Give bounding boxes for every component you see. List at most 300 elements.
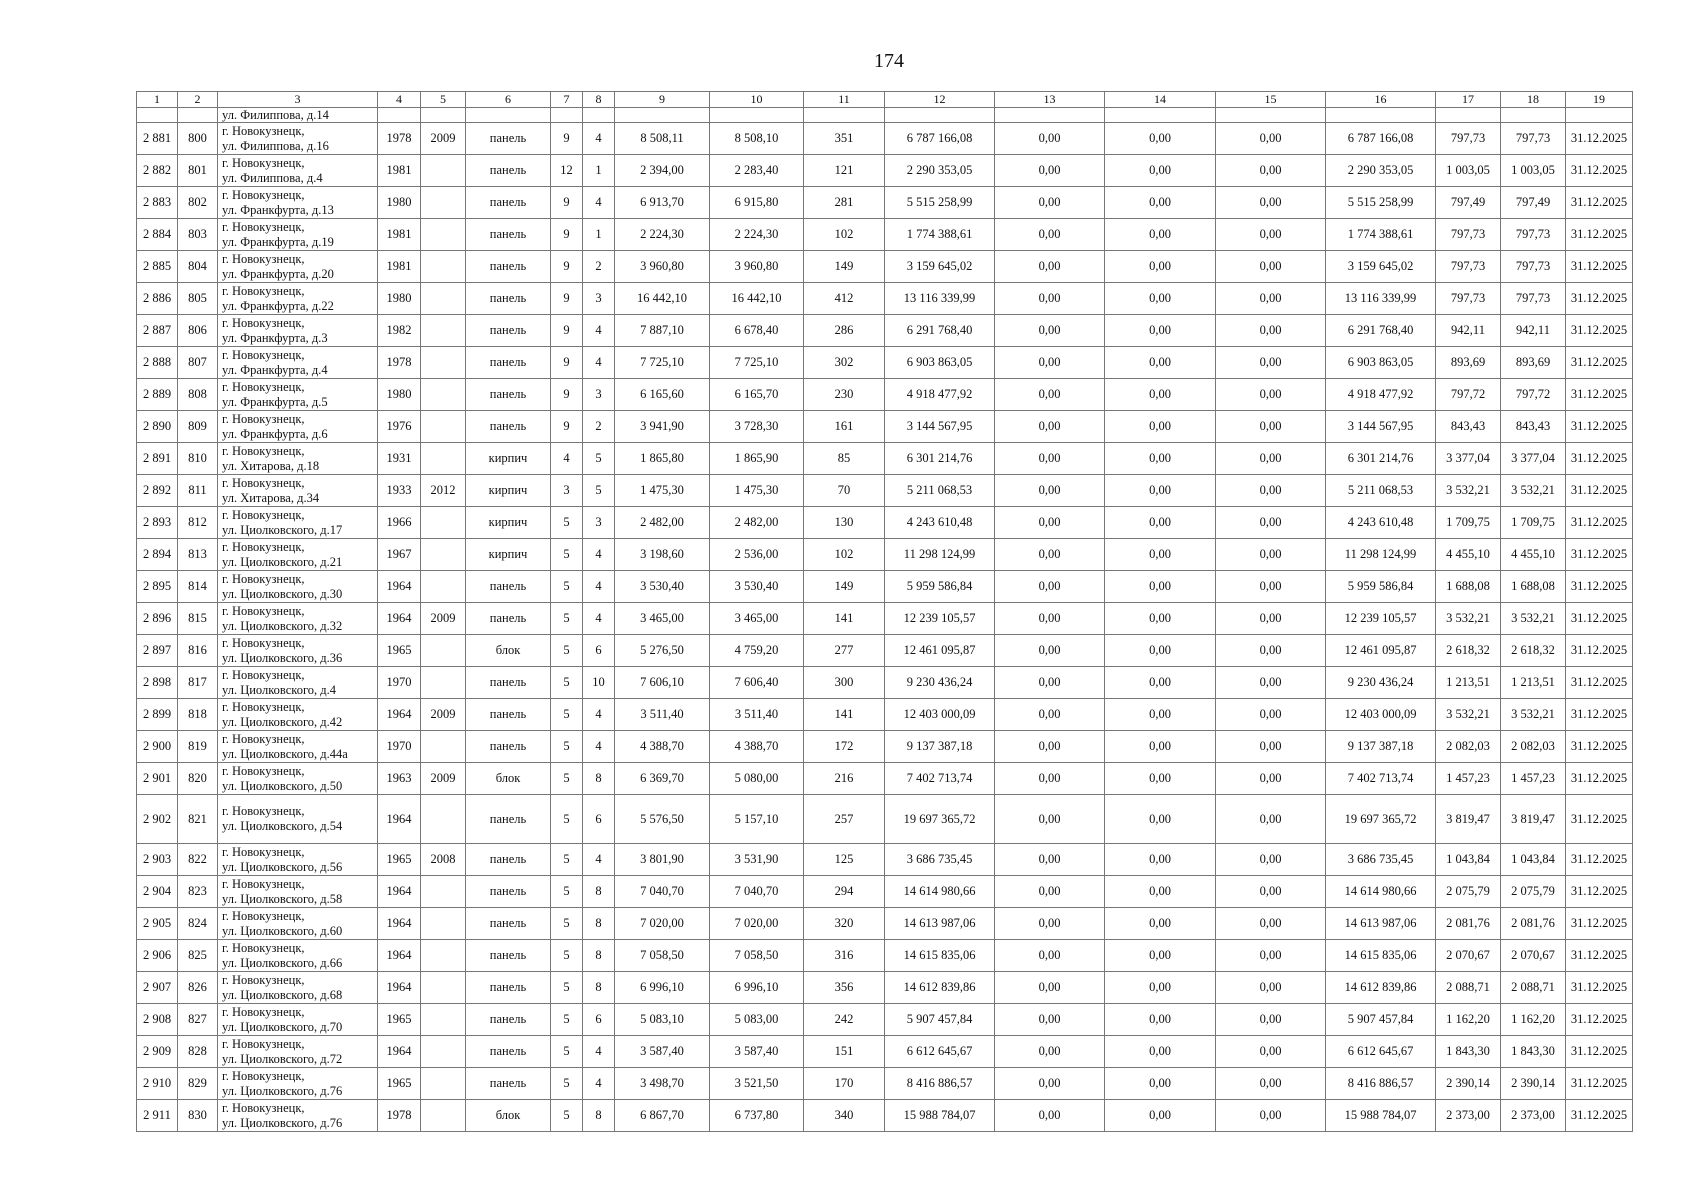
unit-cost-cell: 1 043,84 xyxy=(1436,844,1501,876)
residents-cell: 320 xyxy=(804,908,885,940)
floors-cell: 9 xyxy=(551,379,583,411)
amount-cell: 0,00 xyxy=(1105,635,1216,667)
amount-cell: 0,00 xyxy=(1216,1036,1326,1068)
table-row xyxy=(137,411,1633,443)
total-cost-cell: 12 239 105,57 xyxy=(1326,603,1436,635)
wall-material-cell: панель xyxy=(466,123,551,155)
wall-material-cell: панель xyxy=(466,940,551,972)
living-area-cell: 3 531,90 xyxy=(710,844,804,876)
cost-cell: 4 243 610,48 xyxy=(885,507,995,539)
total-cost-cell: 13 116 339,99 xyxy=(1326,283,1436,315)
max-unit-cost-cell: 797,49 xyxy=(1501,187,1566,219)
max-unit-cost-cell: 3 532,21 xyxy=(1501,475,1566,507)
amount-cell: 0,00 xyxy=(1216,972,1326,1004)
floors-cell: 5 xyxy=(551,1036,583,1068)
object-id-cell: 826 xyxy=(178,972,218,1004)
total-cost-cell: 8 416 886,57 xyxy=(1326,1068,1436,1100)
unit-cost-cell: 3 377,04 xyxy=(1436,443,1501,475)
object-id-cell: 816 xyxy=(178,635,218,667)
living-area-cell: 3 530,40 xyxy=(710,571,804,603)
amount-cell: 0,00 xyxy=(1216,908,1326,940)
amount-cell: 0,00 xyxy=(1216,347,1326,379)
address-city: г. Новокузнецк, xyxy=(222,876,305,891)
completion-date-cell: 31.12.2025 xyxy=(1566,219,1633,251)
total-area-cell: 7 725,10 xyxy=(615,347,710,379)
overhaul-year-cell xyxy=(421,347,466,379)
total-cost-cell: 6 291 768,40 xyxy=(1326,315,1436,347)
entrances-cell: 4 xyxy=(583,571,615,603)
address-city: г. Новокузнецк, xyxy=(222,731,305,746)
address-cell xyxy=(218,571,378,603)
build-year-cell: 1963 xyxy=(378,763,421,795)
max-unit-cost-cell: 1 003,05 xyxy=(1501,155,1566,187)
row-number-cell: 2 886 xyxy=(137,283,178,315)
floors-cell: 9 xyxy=(551,187,583,219)
column-header: 15 xyxy=(1216,92,1326,108)
living-area-cell: 3 960,80 xyxy=(710,251,804,283)
build-year-cell: 1964 xyxy=(378,940,421,972)
object-id-cell: 808 xyxy=(178,379,218,411)
living-area-cell: 2 536,00 xyxy=(710,539,804,571)
floors-cell: 3 xyxy=(551,475,583,507)
object-id-cell: 814 xyxy=(178,571,218,603)
table-row xyxy=(137,1100,1633,1132)
address-cell xyxy=(218,507,378,539)
address-cell xyxy=(218,972,378,1004)
address-city: г. Новокузнецк, xyxy=(222,411,305,426)
cost-cell: 13 116 339,99 xyxy=(885,283,995,315)
row-number-cell: 2 909 xyxy=(137,1036,178,1068)
table-row xyxy=(137,283,1633,315)
table-row xyxy=(137,667,1633,699)
residents-cell: 121 xyxy=(804,155,885,187)
wall-material-cell: панель xyxy=(466,411,551,443)
amount-cell: 0,00 xyxy=(995,539,1105,571)
max-unit-cost-cell: 2 075,79 xyxy=(1501,876,1566,908)
entrances-cell: 4 xyxy=(583,1068,615,1100)
unit-cost-cell: 2 082,03 xyxy=(1436,731,1501,763)
overhaul-year-cell: 2012 xyxy=(421,475,466,507)
wall-material-cell: блок xyxy=(466,1100,551,1132)
floors-cell: 5 xyxy=(551,699,583,731)
wall-material-cell: панель xyxy=(466,379,551,411)
unit-cost-cell: 1 709,75 xyxy=(1436,507,1501,539)
residents-cell: 130 xyxy=(804,507,885,539)
build-year-cell: 1964 xyxy=(378,908,421,940)
total-area-cell: 6 867,70 xyxy=(615,1100,710,1132)
max-unit-cost-cell: 3 532,21 xyxy=(1501,699,1566,731)
address-cell xyxy=(218,347,378,379)
entrances-cell: 6 xyxy=(583,795,615,844)
address-street: ул. Циолковского, д.30 xyxy=(222,586,343,601)
table-row xyxy=(137,187,1633,219)
total-area-cell: 3 498,70 xyxy=(615,1068,710,1100)
floors-cell: 5 xyxy=(551,507,583,539)
amount-cell: 0,00 xyxy=(995,699,1105,731)
entrances-cell: 2 xyxy=(583,251,615,283)
total-cost-cell: 4 243 610,48 xyxy=(1326,507,1436,539)
total-cost-cell: 3 686 735,45 xyxy=(1326,844,1436,876)
address-street: ул. Циолковского, д.4 xyxy=(222,682,337,697)
wall-material-cell: кирпич xyxy=(466,475,551,507)
amount-cell: 0,00 xyxy=(1216,315,1326,347)
object-id-cell: 827 xyxy=(178,1004,218,1036)
max-unit-cost-cell: 3 819,47 xyxy=(1501,795,1566,844)
column-header: 19 xyxy=(1566,92,1633,108)
residents-cell: 149 xyxy=(804,251,885,283)
amount-cell: 0,00 xyxy=(995,315,1105,347)
floors-cell: 9 xyxy=(551,411,583,443)
cost-cell: 1 774 388,61 xyxy=(885,219,995,251)
overhaul-year-cell xyxy=(421,187,466,219)
table-row xyxy=(137,908,1633,940)
living-area-cell: 2 224,30 xyxy=(710,219,804,251)
completion-date-cell: 31.12.2025 xyxy=(1566,795,1633,844)
row-number-cell: 2 891 xyxy=(137,443,178,475)
row-number-cell: 2 889 xyxy=(137,379,178,411)
build-year-cell: 1964 xyxy=(378,603,421,635)
row-number-cell: 2 899 xyxy=(137,699,178,731)
amount-cell: 0,00 xyxy=(995,123,1105,155)
overhaul-year-cell xyxy=(421,940,466,972)
row-number-cell: 2 893 xyxy=(137,507,178,539)
build-year-cell: 1970 xyxy=(378,731,421,763)
residents-cell: 125 xyxy=(804,844,885,876)
table-row xyxy=(137,507,1633,539)
total-cost-cell: 15 988 784,07 xyxy=(1326,1100,1436,1132)
amount-cell: 0,00 xyxy=(1216,475,1326,507)
floors-cell: 9 xyxy=(551,123,583,155)
max-unit-cost-cell: 1 843,30 xyxy=(1501,1036,1566,1068)
unit-cost-cell: 1 688,08 xyxy=(1436,571,1501,603)
overhaul-year-cell: 2009 xyxy=(421,123,466,155)
object-id-cell: 818 xyxy=(178,699,218,731)
residents-cell: 141 xyxy=(804,699,885,731)
build-year-cell: 1978 xyxy=(378,1100,421,1132)
column-header: 2 xyxy=(178,92,218,108)
address-street: ул. Хитарова, д.34 xyxy=(222,490,320,505)
cost-cell: 5 907 457,84 xyxy=(885,1004,995,1036)
amount-cell: 0,00 xyxy=(995,187,1105,219)
table-row xyxy=(137,763,1633,795)
cost-cell: 4 918 477,92 xyxy=(885,379,995,411)
cost-cell: 5 211 068,53 xyxy=(885,475,995,507)
floors-cell: 5 xyxy=(551,731,583,763)
column-header: 4 xyxy=(378,92,421,108)
cost-cell: 12 239 105,57 xyxy=(885,603,995,635)
table-row xyxy=(137,731,1633,763)
residents-cell: 70 xyxy=(804,475,885,507)
build-year-cell: 1967 xyxy=(378,539,421,571)
wall-material-cell: панель xyxy=(466,972,551,1004)
entrances-cell: 3 xyxy=(583,379,615,411)
total-cost-cell: 12 403 000,09 xyxy=(1326,699,1436,731)
unit-cost-cell: 797,73 xyxy=(1436,123,1501,155)
wall-material-cell: панель xyxy=(466,908,551,940)
cost-cell: 8 416 886,57 xyxy=(885,1068,995,1100)
overhaul-year-cell xyxy=(421,411,466,443)
amount-cell: 0,00 xyxy=(1105,908,1216,940)
address-street: ул. Франкфурта, д.22 xyxy=(222,298,334,313)
overhaul-year-cell xyxy=(421,507,466,539)
cost-cell: 14 615 835,06 xyxy=(885,940,995,972)
completion-date-cell: 31.12.2025 xyxy=(1566,635,1633,667)
build-year-cell: 1980 xyxy=(378,283,421,315)
amount-cell: 0,00 xyxy=(1216,667,1326,699)
amount-cell: 0,00 xyxy=(1105,443,1216,475)
floors-cell: 5 xyxy=(551,635,583,667)
floors-cell: 5 xyxy=(551,539,583,571)
entrances-cell: 6 xyxy=(583,635,615,667)
completion-date-cell: 31.12.2025 xyxy=(1566,603,1633,635)
total-cost-cell: 12 461 095,87 xyxy=(1326,635,1436,667)
wall-material-cell: блок xyxy=(466,635,551,667)
wall-material-cell: панель xyxy=(466,155,551,187)
overhaul-year-cell: 2009 xyxy=(421,763,466,795)
total-cost-cell: 4 918 477,92 xyxy=(1326,379,1436,411)
unit-cost-cell: 4 455,10 xyxy=(1436,539,1501,571)
amount-cell: 0,00 xyxy=(995,635,1105,667)
unit-cost-cell: 1 003,05 xyxy=(1436,155,1501,187)
floors-cell: 5 xyxy=(551,1068,583,1100)
address-street: ул. Франкфурта, д.3 xyxy=(222,330,328,345)
address-cell xyxy=(218,908,378,940)
address-cell xyxy=(218,876,378,908)
overhaul-year-cell: 2009 xyxy=(421,699,466,731)
unit-cost-cell: 2 070,67 xyxy=(1436,940,1501,972)
build-year-cell: 1964 xyxy=(378,571,421,603)
object-id-cell: 829 xyxy=(178,1068,218,1100)
wall-material-cell: панель xyxy=(466,795,551,844)
amount-cell: 0,00 xyxy=(995,1100,1105,1132)
max-unit-cost-cell: 1 709,75 xyxy=(1501,507,1566,539)
total-area-cell: 3 801,90 xyxy=(615,844,710,876)
row-number-cell: 2 908 xyxy=(137,1004,178,1036)
table-row xyxy=(137,635,1633,667)
table-row xyxy=(137,795,1633,844)
address-cell xyxy=(218,667,378,699)
cost-cell: 14 614 980,66 xyxy=(885,876,995,908)
address-city: г. Новокузнецк, xyxy=(222,187,305,202)
amount-cell: 0,00 xyxy=(995,507,1105,539)
unit-cost-cell: 2 075,79 xyxy=(1436,876,1501,908)
column-header: 10 xyxy=(710,92,804,108)
column-header: 5 xyxy=(421,92,466,108)
overhaul-year-cell xyxy=(421,539,466,571)
row-number-cell: 2 911 xyxy=(137,1100,178,1132)
total-cost-cell: 14 613 987,06 xyxy=(1326,908,1436,940)
residents-cell: 102 xyxy=(804,219,885,251)
completion-date-cell: 31.12.2025 xyxy=(1566,379,1633,411)
completion-date-cell: 31.12.2025 xyxy=(1566,475,1633,507)
row-number-cell: 2 907 xyxy=(137,972,178,1004)
overhaul-year-cell xyxy=(421,443,466,475)
wall-material-cell: панель xyxy=(466,731,551,763)
completion-date-cell: 31.12.2025 xyxy=(1566,347,1633,379)
cost-cell: 5 959 586,84 xyxy=(885,571,995,603)
column-header: 17 xyxy=(1436,92,1501,108)
cost-cell: 6 291 768,40 xyxy=(885,315,995,347)
floors-cell: 5 xyxy=(551,908,583,940)
cost-cell: 3 144 567,95 xyxy=(885,411,995,443)
max-unit-cost-cell: 1 688,08 xyxy=(1501,571,1566,603)
overhaul-year-cell xyxy=(421,795,466,844)
table-row xyxy=(137,699,1633,731)
build-year-cell: 1965 xyxy=(378,844,421,876)
unit-cost-cell: 797,49 xyxy=(1436,187,1501,219)
column-number-header-row xyxy=(137,92,1633,108)
unit-cost-cell: 2 088,71 xyxy=(1436,972,1501,1004)
max-unit-cost-cell: 3 532,21 xyxy=(1501,603,1566,635)
total-area-cell: 2 482,00 xyxy=(615,507,710,539)
total-area-cell: 5 276,50 xyxy=(615,635,710,667)
living-area-cell: 16 442,10 xyxy=(710,283,804,315)
row-number-cell: 2 884 xyxy=(137,219,178,251)
amount-cell: 0,00 xyxy=(1216,507,1326,539)
amount-cell: 0,00 xyxy=(995,795,1105,844)
max-unit-cost-cell: 1 043,84 xyxy=(1501,844,1566,876)
address-cell xyxy=(218,443,378,475)
living-area-cell: 1 475,30 xyxy=(710,475,804,507)
completion-date-cell: 31.12.2025 xyxy=(1566,251,1633,283)
cost-cell: 19 697 365,72 xyxy=(885,795,995,844)
entrances-cell: 4 xyxy=(583,603,615,635)
wall-material-cell: панель xyxy=(466,1004,551,1036)
residents-cell: 216 xyxy=(804,763,885,795)
total-area-cell: 1 865,80 xyxy=(615,443,710,475)
unit-cost-cell: 2 373,00 xyxy=(1436,1100,1501,1132)
cost-cell: 3 686 735,45 xyxy=(885,844,995,876)
floors-cell: 9 xyxy=(551,219,583,251)
entrances-cell: 4 xyxy=(583,347,615,379)
completion-date-cell: 31.12.2025 xyxy=(1566,699,1633,731)
completion-date-cell: 31.12.2025 xyxy=(1566,315,1633,347)
entrances-cell: 3 xyxy=(583,283,615,315)
unit-cost-cell: 1 843,30 xyxy=(1436,1036,1501,1068)
column-header: 16 xyxy=(1326,92,1436,108)
total-area-cell: 2 224,30 xyxy=(615,219,710,251)
unit-cost-cell: 2 081,76 xyxy=(1436,908,1501,940)
cost-cell: 7 402 713,74 xyxy=(885,763,995,795)
build-year-cell: 1976 xyxy=(378,411,421,443)
entrances-cell: 8 xyxy=(583,940,615,972)
overhaul-year-cell xyxy=(421,283,466,315)
residents-cell: 149 xyxy=(804,571,885,603)
unit-cost-cell: 797,73 xyxy=(1436,283,1501,315)
max-unit-cost-cell: 3 377,04 xyxy=(1501,443,1566,475)
unit-cost-cell: 2 618,32 xyxy=(1436,635,1501,667)
total-area-cell: 1 475,30 xyxy=(615,475,710,507)
amount-cell: 0,00 xyxy=(1105,1100,1216,1132)
table-row xyxy=(137,1036,1633,1068)
address-city: г. Новокузнецк, xyxy=(222,443,305,458)
table-row xyxy=(137,315,1633,347)
total-area-cell: 3 530,40 xyxy=(615,571,710,603)
address-cell xyxy=(218,731,378,763)
build-year-cell: 1981 xyxy=(378,219,421,251)
amount-cell: 0,00 xyxy=(995,475,1105,507)
amount-cell: 0,00 xyxy=(1216,123,1326,155)
total-area-cell: 6 165,60 xyxy=(615,379,710,411)
address-street: ул. Циолковского, д.76 xyxy=(222,1115,343,1130)
address-city: г. Новокузнецк, xyxy=(222,283,305,298)
wall-material-cell: панель xyxy=(466,283,551,315)
total-area-cell: 5 576,50 xyxy=(615,795,710,844)
amount-cell: 0,00 xyxy=(1216,283,1326,315)
unit-cost-cell: 3 532,21 xyxy=(1436,699,1501,731)
overhaul-year-cell xyxy=(421,155,466,187)
address-street: ул. Циолковского, д.60 xyxy=(222,923,343,938)
amount-cell: 0,00 xyxy=(1216,379,1326,411)
object-id-cell: 807 xyxy=(178,347,218,379)
row-number-cell: 2 890 xyxy=(137,411,178,443)
overhaul-year-cell xyxy=(421,251,466,283)
completion-date-cell: 31.12.2025 xyxy=(1566,283,1633,315)
amount-cell: 0,00 xyxy=(1216,635,1326,667)
total-area-cell: 5 083,10 xyxy=(615,1004,710,1036)
total-area-cell: 3 587,40 xyxy=(615,1036,710,1068)
address-city: г. Новокузнецк, xyxy=(222,763,305,778)
address-city: г. Новокузнецк, xyxy=(222,667,305,682)
overhaul-year-cell xyxy=(421,1004,466,1036)
living-area-cell: 3 465,00 xyxy=(710,603,804,635)
object-id-cell: 809 xyxy=(178,411,218,443)
address-street: ул. Франкфурта, д.13 xyxy=(222,202,334,217)
floors-cell: 9 xyxy=(551,347,583,379)
amount-cell: 0,00 xyxy=(995,571,1105,603)
amount-cell: 0,00 xyxy=(995,731,1105,763)
build-year-cell: 1965 xyxy=(378,1068,421,1100)
object-id-cell: 820 xyxy=(178,763,218,795)
total-area-cell: 2 394,00 xyxy=(615,155,710,187)
object-id-cell: 822 xyxy=(178,844,218,876)
overhaul-year-cell: 2008 xyxy=(421,844,466,876)
living-area-cell: 3 521,50 xyxy=(710,1068,804,1100)
amount-cell: 0,00 xyxy=(995,219,1105,251)
row-number-cell: 2 906 xyxy=(137,940,178,972)
amount-cell: 0,00 xyxy=(1105,251,1216,283)
living-area-cell: 3 728,30 xyxy=(710,411,804,443)
address-cell xyxy=(218,219,378,251)
unit-cost-cell: 797,73 xyxy=(1436,251,1501,283)
unit-cost-cell: 1 457,23 xyxy=(1436,763,1501,795)
build-year-cell: 1933 xyxy=(378,475,421,507)
total-cost-cell: 14 612 839,86 xyxy=(1326,972,1436,1004)
amount-cell: 0,00 xyxy=(1105,603,1216,635)
address-street: ул. Циолковского, д.54 xyxy=(222,819,343,833)
object-id-cell: 804 xyxy=(178,251,218,283)
table-row xyxy=(137,603,1633,635)
address-street: ул. Циолковского, д.42 xyxy=(222,714,343,729)
floors-cell: 5 xyxy=(551,876,583,908)
floors-cell: 5 xyxy=(551,844,583,876)
total-area-cell: 3 941,90 xyxy=(615,411,710,443)
column-header: 7 xyxy=(551,92,583,108)
entrances-cell: 5 xyxy=(583,475,615,507)
living-area-cell: 4 759,20 xyxy=(710,635,804,667)
living-area-cell: 8 508,10 xyxy=(710,123,804,155)
row-number-cell: 2 897 xyxy=(137,635,178,667)
overhaul-year-cell xyxy=(421,219,466,251)
floors-cell: 5 xyxy=(551,972,583,1004)
table-row xyxy=(137,475,1633,507)
unit-cost-cell: 2 390,14 xyxy=(1436,1068,1501,1100)
entrances-cell: 4 xyxy=(583,1036,615,1068)
address-city: г. Новокузнецк, xyxy=(222,699,305,714)
entrances-cell: 3 xyxy=(583,507,615,539)
amount-cell: 0,00 xyxy=(1216,1100,1326,1132)
build-year-cell: 1982 xyxy=(378,315,421,347)
